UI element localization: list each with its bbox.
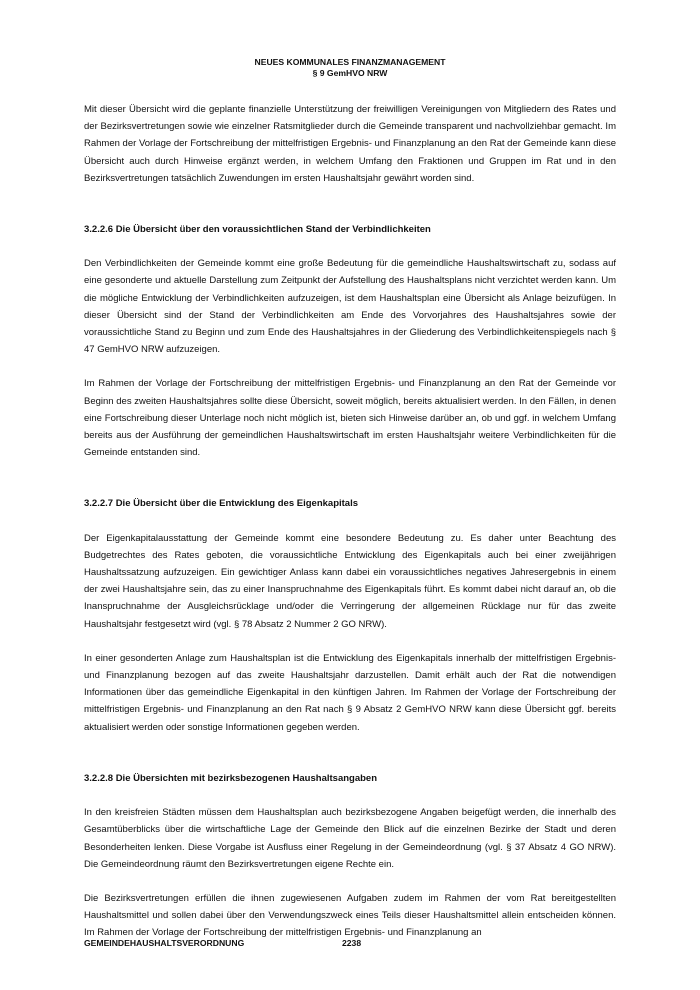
footer-title: GEMEINDEHAUSHALTSVERORDNUNG	[84, 938, 245, 948]
header-subtitle: § 9 GemHVO NRW	[312, 68, 388, 78]
section-3227-paragraph-1: Der Eigenkapitalausstattung der Gemeinde kommt eine besondere Bedeutung zu. Es daher unter Beachtung des Budgetrechtes des Rates geboten, die voraussichtliche Entwicklung des Eigenkapitals auch bei einer zweijährigen Haushaltssatzung aufzuzeigen. Ein gewichtiger Anlass kann dabei ein voraussichtliches negatives Jahresergebnis in einem der zwei Haushaltsjahre sein, das zu einer Inanspruchnahme des Eigenkapitals führt. Es kommt dabei nicht darauf an, ob die Inanspruchnahme der Ausgleichsrücklage und/oder die Verringerung der allgemeinen Rücklage nur für das zweite Haushaltsjahr festgesetzt wird (vgl. § 78 Absatz 2 Nummer 2 GO NRW).	[84, 532, 616, 630]
section-heading-3226: 3.2.2.6 Die Übersicht über den voraussichtlichen Stand der Verbindlichkeiten	[84, 224, 431, 236]
page-header	[84, 57, 616, 79]
section-3228-paragraph-2: Die Bezirksvertretungen erfüllen die ihnen zugewiesenen Aufgaben zudem im Rahmen der vom Rat bereitgestellten Haushaltsmittel und sollen dabei über den Verwendungszweck eines Teils dieser Haushaltsmittel allein entscheiden können. Im Rahmen der Vorlage der Fortschreibung der mittelfristigen Ergebnis- und Finanzplanung an	[84, 892, 616, 939]
section-3228-paragraph-1: In den kreisfreien Städten müssen dem Haushaltsplan auch bezirksbezogene Angaben beigefügt werden, die innerhalb des Gesamtüberblicks über die wirtschaftliche Lage der Gemeinde den Blick auf die einzelnen Bezirke der Stadt und deren Besonderheiten lenken. Diese Vorgabe ist Ausfluss einer Regelung in der Gemeindeordnung (vgl. § 37 Absatz 4 GO NRW). Die Gemeindeordnung räumt den Bezirksvertretungen eigene Rechte ein.	[84, 807, 616, 870]
section-3226-paragraph-2: Im Rahmen der Vorlage der Fortschreibung der mittelfristigen Ergebnis- und Finanzplanung an den Rat der Gemeinde vor Beginn des zweiten Haushaltsjahres sollte diese Übersicht, soweit möglich, bereits aktualisiert werden. In den Fällen, in denen eine Fortschreibung dieser Unterlage noch nicht möglich ist, bieten sich Hinweise darüber an, ob und ggf. in welchem Umfang bereits aus der Ausführung der gemeindlichen Haushaltswirtschaft im ersten Haushaltsjahr weitere Verbindlichkeiten für die Gemeinde entstanden sind.	[84, 378, 616, 459]
page-number: 2238	[342, 938, 362, 948]
intro-paragraph: Mit dieser Übersicht wird die geplante finanzielle Unterstützung der freiwilligen Vereinigungen von Mitgliedern des Rates und der Bezirksvertretungen sowie wie einzelner Ratsmitglieder durch die Gemeinde transparent und nachvollziehbar gemacht. Im Rahmen der Vorlage der Fortschreibung der mittelfristigen Ergebnis- und Finanzplanung an den Rat der Gemeinde kann diese Übersicht auch durch Hinweise ergänzt werden, in welchem Umfang den Fraktionen und Gruppen im Rat und in den Bezirksvertretungen tatsächlich Zuwendungen im ersten Haushaltsjahr gewährt worden sind.	[84, 104, 616, 184]
section-3226-paragraph-1: Den Verbindlichkeiten der Gemeinde kommt eine große Bedeutung für die gemeindliche Haushaltswirtschaft zu, sodass auf eine gesonderte und aktuelle Darstellung zum Zeitpunkt der Aufstellung des Haushaltsplans nicht verzichtet werden kann. Um die mögliche Entwicklung der Verbindlichkeiten aufzuzeigen, ist dem Haushaltsplan eine Übersicht als Anlage beizufügen. In dieser Übersicht sind der Stand der Verbindlichkeiten am Ende des Vorvorjahres des Haushaltsjahres sowie der voraussichtliche Stand zu Beginn und zum Ende des Haushaltsjahres in der Gliederung des Verbindlichkeitenspiegels nach § 47 GemHVO NRW aufzuzeigen.	[84, 258, 616, 356]
section-heading-3228: 3.2.2.8 Die Übersichten mit bezirksbezogenen Haushaltsangaben	[84, 772, 378, 784]
section-heading-3227: 3.2.2.7 Die Übersicht über die Entwicklung des Eigenkapitals	[84, 498, 359, 510]
page-body	[84, 101, 616, 959]
header-title: NEUES KOMMUNALES FINANZMANAGEMENT	[254, 57, 446, 67]
section-3227-paragraph-2: In einer gesonderten Anlage zum Haushaltsplan ist die Entwicklung des Eigenkapitals innerhalb der mittelfristigen Ergebnis- und Finanzplanung bezogen auf das zweite Haushaltsjahr darzustellen. Damit erhält auch der Rat die notwendigen Informationen über das gemeindliche Eigenkapital in den künftigen Jahren. Im Rahmen der Vorlage der Fortschreibung der mittelfristigen Ergebnis- und Finanzplanung an den Rat nach § 9 Absatz 2 GemHVO NRW kann diese Übersicht ggf. bereits aktualisiert werden oder sonstige Informationen gegeben werden.	[84, 652, 616, 733]
